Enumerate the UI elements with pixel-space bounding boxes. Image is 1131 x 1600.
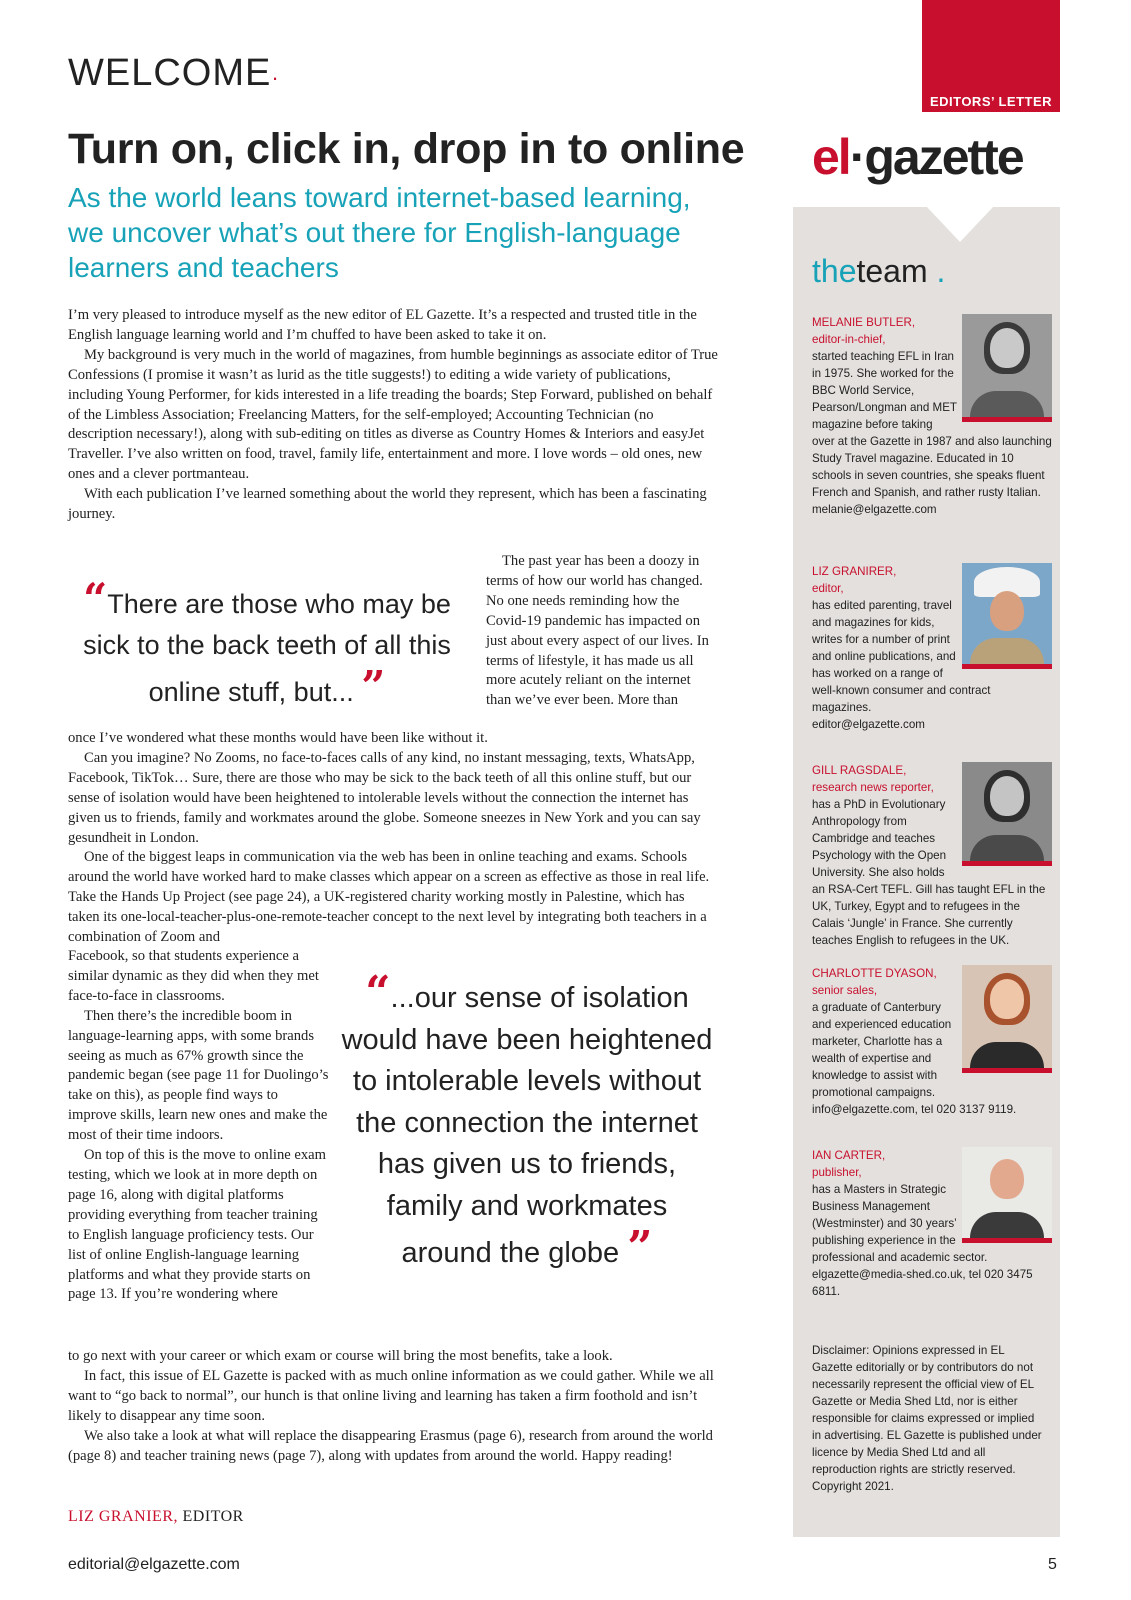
disclaimer: Disclaimer: Opinions expressed in EL Gazette editorially or by contributors do not necessarily represent the official view of EL Gazette or Media Shed Ltd, nor is either responsible for claims expressed or implied in advertising. EL Gazette is published under licence by Media Shed Ltd and all reproduction rights are strictly reserved. Copyright 2021. <box>812 1344 1042 1493</box>
member-contact: editor@elgazette.com <box>812 718 925 731</box>
page-number: 5 <box>1048 1556 1057 1573</box>
quote-open-mark: “ <box>365 967 391 1018</box>
paragraph: With each publication I’ve learned something about the world they represent, which has been a fascinating journey. <box>68 486 707 523</box>
team-member <box>812 965 1052 1118</box>
member-bio: has edited parenting, travel and magazines for kids, writes for a number of print and online publications, and has worked on a range of well-known consumer and contract magazines. <box>812 599 991 714</box>
member-contact: elgazette@media-shed.co.uk, tel 020 3475 6811. <box>812 1268 1033 1298</box>
paragraph: On top of this is the move to online exam testing, which we look at in more depth on page 16, along with digital platforms providing everything from teacher training to English language proficiency tests. Our list of online English-language learning platforms and what they provide starts on page 13. If you’re wondering where <box>68 1147 326 1303</box>
section-label: WELCOME <box>68 52 272 94</box>
pull-quote-1 <box>66 574 468 713</box>
member-role: editor, <box>812 582 844 595</box>
member-name: GILL RAGSDALE, <box>812 764 907 777</box>
team-prefix: the <box>812 253 857 289</box>
standfirst: As the world leans toward internet-based learning, we uncover what’s out there for English-language learners and teachers <box>68 182 691 283</box>
quote-open-mark: “ <box>83 574 108 623</box>
member-bio: a graduate of Canterbury and experienced education marketer, Charlotte has a wealth of expertise and knowledge to assist with promotional campaigns. <box>812 1001 952 1099</box>
body-middle <box>68 729 718 948</box>
team-member <box>812 314 1052 518</box>
body-narrow-col <box>68 947 330 1305</box>
logo <box>812 128 1023 186</box>
paragraph: to go next with your career or which exam or course will bring the most benefits, take a look. <box>68 1348 613 1364</box>
signoff-name: LIZ GRANIER, <box>68 1508 178 1525</box>
body-bottom <box>68 1347 718 1466</box>
paragraph: In fact, this issue of EL Gazette is packed with as much online information as we could gather. While we all want to “go back to normal”, our hunch is that online living and learning has taken a firm foothold and isn’t likely to disappear any time soon. <box>68 1367 714 1424</box>
headline: Turn on, click in, drop in to online <box>68 125 745 173</box>
quote-close-mark: ” <box>361 662 386 711</box>
paragraph: One of the biggest leaps in communication via the web has been in online teaching and exams. Schools around the world have worked hard to make classes which appear on a screen as effective as those in real life. Take the Hands Up Project (see page 24), a UK-registered charity working mostly in Palestine, which has taken its one-local-teacher-plus-one-remote-teacher concept to the next level by integrating both teachers in a combination of Zoom and <box>68 849 710 946</box>
member-role: senior sales, <box>812 984 878 997</box>
section-tab <box>922 0 1060 112</box>
paragraph: We also take a look at what will replace the disappearing Erasmus (page 6), research from around the world (page 8) and teacher training news (page 7), along with updates from around the world. Happy reading! <box>68 1427 713 1464</box>
section-dot: · <box>271 65 280 90</box>
paragraph: Then there’s the incredible boom in language-learning apps, with some brands seeing as much as 67% growth since the pandemic began (see page 11 for Duolingo’s take on this), as people find ways to improve skills, learn new ones and make the most of their time indoors. <box>68 1007 329 1144</box>
signoff-role: EDITOR <box>177 1508 244 1525</box>
member-name: IAN CARTER, <box>812 1149 886 1162</box>
member-name: MELANIE BUTLER, <box>812 316 916 329</box>
quote-close-mark: ” <box>627 1222 653 1273</box>
pull-quote-text: ...our sense of isolation would have been heightened to intolerable levels without the connection the internet has given us to friends, family and workmates around the globe <box>341 982 713 1269</box>
member-name: CHARLOTTE DYASON, <box>812 967 937 980</box>
paragraph: Can you imagine? No Zooms, no face-to-faces calls of any kind, no instant messaging, texts, WhatsApp, Facebook, TikTok… Sure, there are those who may be sick to the back teeth of all this online stuff, but our sense of isolation would have been heightened to intolerable levels without the connection the internet has given us to friends, family and workmates around the globe. Someone sneezes in New York and you can say gesundheit in London. <box>68 749 701 846</box>
logo-el: el <box>812 129 850 185</box>
member-contact: melanie@elgazette.com <box>812 503 937 516</box>
signoff <box>68 1508 244 1526</box>
member-contact: info@elgazette.com, tel 020 3137 9119. <box>812 1103 1017 1116</box>
team-member <box>812 563 1052 733</box>
team-member <box>812 762 1052 949</box>
member-name: LIZ GRANIRER, <box>812 565 897 578</box>
logo-gazette: gazette <box>864 129 1023 185</box>
member-bio: started teaching EFL in Iran in 1975. She worked for the BBC World Service, Pearson/Longman and MET magazine before taking over at the Gazette in 1987 and also launching Study Travel magazine. Educated in 10 schools in seven countries, she speaks fluent French and Spanish, and rather rusty Italian. <box>812 350 1052 499</box>
member-role: editor-in-chief, <box>812 333 886 346</box>
member-photo <box>962 762 1052 866</box>
paragraph: My background is very much in the world of magazines, from humble beginnings as associate editor of True Confessions (I promise it wasn’t as lurid as the title suggests!) to editing a wide variety of publications, including Young Performer, for kids interested in a life treading the boards; Step Forward, published on behalf of the Limbless Association; Freelancing Matters, for the self-employed; Accounting Technician (no description necessary!), along with sub-editing on titles as diverse as Country Homes & Interiors and easyJet Traveller. I’ve also written on food, travel, family life, entertainment and more. I love words – old ones, new ones and a clever portmanteau. <box>68 346 718 483</box>
body-right-col <box>486 552 718 711</box>
pull-quote-2 <box>340 967 714 1275</box>
member-photo <box>962 965 1052 1073</box>
paragraph: once I’ve wondered what these months would have been like without it. <box>68 730 488 746</box>
member-bio: has a PhD in Evolutionary Anthropology from Cambridge and teaches Psychology with the Open University. She also holds an RSA-Cert TEFL. Gill has taught EFL in the UK, Turkey, Egypt and to refugees in the Calais ‘Jungle’ in France. She currently teaches English to refugees in the UK. <box>812 798 1046 947</box>
logo-dot: · <box>849 129 865 185</box>
paragraph: The past year has been a doozy in terms of how our world has changed. No one needs reminding how the Covid-19 pandemic has impacted on just about every aspect of our lives. In terms of lifestyle, it has made us all more acutely reliant on the internet than we’ve ever been. More than <box>486 553 709 709</box>
member-photo <box>962 563 1052 669</box>
member-bio: has a Masters in Strategic Business Management (Westminster) and 30 years’ publishing experience in the professional and academic sector. <box>812 1183 988 1264</box>
footer-email: editorial@elgazette.com <box>68 1556 240 1573</box>
section-title <box>68 52 280 95</box>
member-role: publisher, <box>812 1166 862 1179</box>
team-member <box>812 1147 1052 1300</box>
member-role: research news reporter, <box>812 781 934 794</box>
member-photo <box>962 314 1052 422</box>
team-title <box>812 253 945 290</box>
member-photo <box>962 1147 1052 1243</box>
pull-quote-text: There are those who may be sick to the back teeth of all this online stuff, but... <box>83 589 451 707</box>
sidebar-notch <box>926 206 994 242</box>
team-word: team <box>856 253 928 289</box>
team-dot: . <box>936 253 946 289</box>
paragraph: I’m very pleased to introduce myself as the new editor of EL Gazette. It’s a respected and trusted title in the English language learning world and I’m chuffed to have been asked to take it on. <box>68 307 697 343</box>
paragraph: Facebook, so that students experience a similar dynamic as they did when they met face-to-face in classrooms. <box>68 948 319 1004</box>
body-top <box>68 306 718 525</box>
section-tab-label: EDITORS’ LETTER <box>929 94 1053 109</box>
